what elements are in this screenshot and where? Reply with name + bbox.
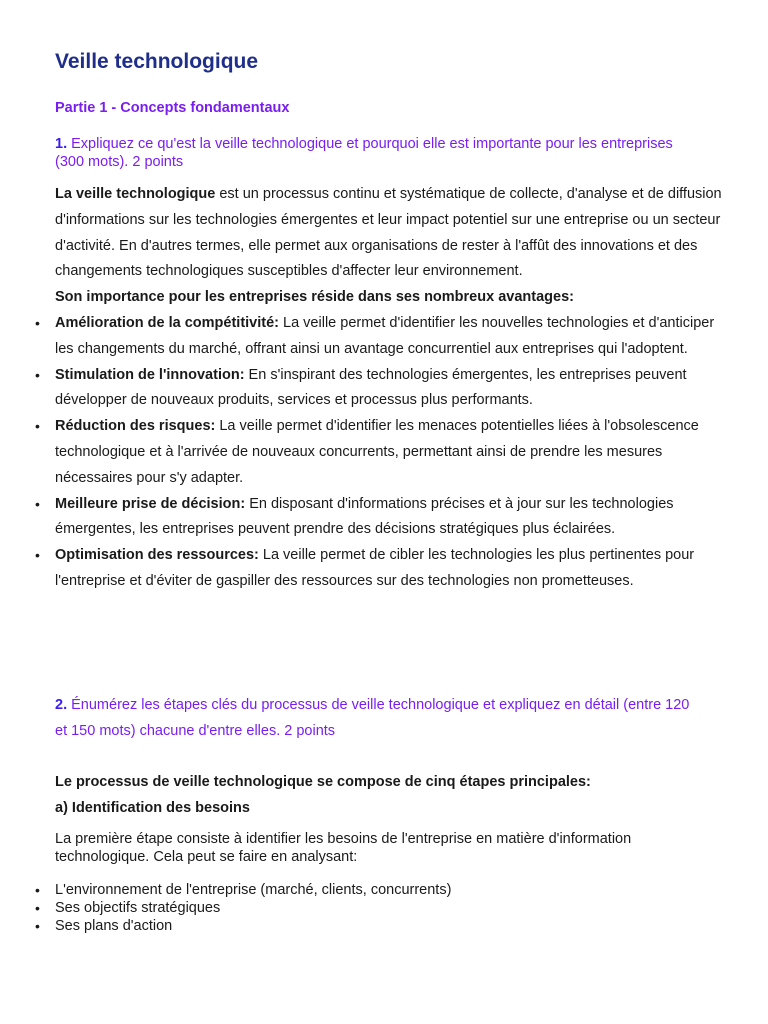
list-item <box>55 311 735 363</box>
advantages-list <box>55 311 735 595</box>
question-1-number: 1. <box>55 136 68 152</box>
question-1 <box>55 135 695 171</box>
advantage-text: En s'inspirant des technologies émergentes, les entreprises peuvent développer de nouveaux produits, services et processus plus performants. <box>55 366 687 409</box>
document-title: Veille technologique <box>55 50 259 73</box>
answer-2 <box>55 770 735 822</box>
list-item: • Ses plans d'action <box>55 917 695 935</box>
list-item <box>55 543 735 595</box>
question-2-number: 2. <box>55 697 68 713</box>
definition-text: est un processus continu et systématique de collecte, d'analyse et de diffusion d'informations sur les technologies émergentes et leur impact potentiel sur une entreprise ou un secteur d'activité. En d'autres termes, elle permet aux organisations de rester à l'affût des innovations et des changements technologiques susceptibles d'affecter leur environnement. <box>55 186 722 280</box>
advantage-text: La veille permet d'identifier les menaces potentielles liées à l'obsolescence technologique et à l'arrivée de nouveaux concurrents, permettant ainsi de prendre les mesures nécessaires pour s'y adapter. <box>55 418 699 486</box>
advantage-text: La veille permet de cibler les technologies les plus pertinentes pour l'entreprise et d'éviter de gaspiller des ressources sur des technologies non prometteuses. <box>55 547 695 589</box>
question-1-text: Expliquez ce qu'est la veille technologique et pourquoi elle est importante pour les entreprises (300 mots). 2 points <box>55 136 673 170</box>
importance-heading: Son importance pour les entreprises réside dans ses nombreux avantages: <box>55 289 574 306</box>
part-heading: Partie 1 - Concepts fondamentaux <box>55 100 290 116</box>
step-a-heading: a) Identification des besoins <box>55 799 250 816</box>
advantage-term: Stimulation de l'innovation: <box>55 366 245 383</box>
advantage-text: En disposant d'informations précises et à jour sur les technologies émergentes, les entreprises peuvent prendre des décisions stratégiques plus éclairées. <box>55 495 674 538</box>
answer-1 <box>55 182 735 595</box>
list-item <box>55 492 735 544</box>
question-2 <box>55 692 695 744</box>
advantage-text: La veille permet d'identifier les nouvelles technologies et d'anticiper les changements du marché, offrant ainsi un avantage concurrentiel aux entreprises qui l'adoptent. <box>55 314 715 357</box>
advantage-term: Optimisation des ressources: <box>55 547 259 564</box>
advantage-term: Amélioration de la compétitivité: <box>55 314 279 331</box>
list-item: • L'environnement de l'entreprise (marché, clients, concurrents) <box>55 881 695 899</box>
advantage-term: Réduction des risques: <box>55 418 216 435</box>
list-item <box>55 414 735 491</box>
step-a-paragraph: La première étape consiste à identifier les besoins de l'entreprise en matière d'information technologique. Cela peut se faire en analysant: <box>55 831 632 865</box>
definition-paragraph <box>55 182 735 285</box>
list-item <box>55 363 735 415</box>
list-item: • Ses objectifs stratégiques <box>55 899 695 917</box>
advantage-term: Meilleure prise de décision: <box>55 495 246 512</box>
question-2-text: Énumérez les étapes clés du processus de veille technologique et expliquez en détail (entre 120 et 150 mots) chacune d'entre elles. 2 points <box>55 697 690 739</box>
step-a-list <box>55 881 695 935</box>
definition-term: La veille technologique <box>55 186 216 202</box>
process-intro: Le processus de veille technologique se compose de cinq étapes principales: <box>55 774 591 790</box>
